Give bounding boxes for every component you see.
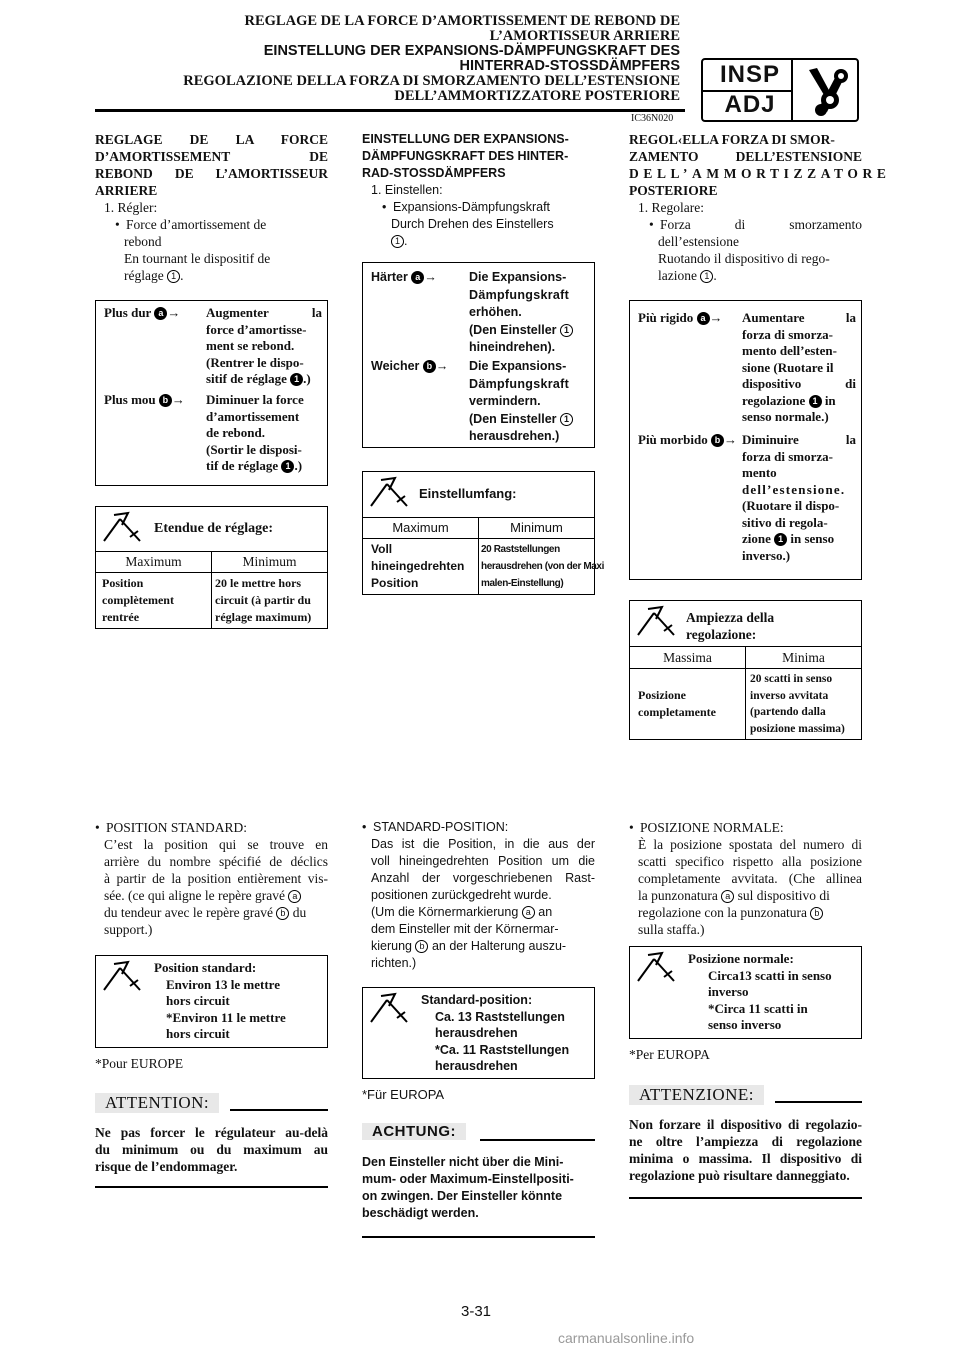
it-step: 1. Regolare: [638,200,704,215]
de-range-title: Einstellumfang: [419,486,517,501]
it-warning-text: Non forzare il dispositivo di regolazio- ne oltre l’ampiezza di regolazione minima o massima. Il dispositivo di regolazione può risultare danneggiato. [629,1117,862,1183]
tool-icon [367,476,411,510]
it-standard-section: • POSIZIONE NORMALE: È la posizione spostata del numero di scatti specifico rispetto alla posizione completamente avvitata. (Che allinea la punzonatura a sul dispositivo di regolazione con la punzonatura b sulla staffa.) [629,820,862,937]
it-range-box: Ampiezza della regolazione: Massima Minima Posizione completamente 20 scatti in senso inverso avvitata (partendo dalla posizione massima) [629,600,862,740]
fr-standard-section: • POSITION STANDARD: C’est la position qui se trouve en arrière du nombre spécifié de déclics à partir de la position entièrement vis- sée. (ce qui aligne le repère gravé a du tendeur avec le repère gravé b du support.) [95,820,328,937]
de-std-box: Standard-position: Ca. 13 Raststellungen herausdrehen *Ca. 11 Raststellungen herausdrehen [362,987,595,1079]
fr-std-box: Position standard: Environ 13 le mettre hors circuit *Environ 11 le mettre hors circuit [95,955,328,1048]
it-softer-label: Più morbido [638,432,708,447]
tool-icon [634,605,678,639]
fr-col-min: Minimum [211,552,327,572]
fr-step: 1. Régler: [104,200,158,215]
header-line-it-2: DELL’AMMORTIZZATORE POSTERIORE [394,88,680,104]
fr-cont-1: rebond [124,234,162,249]
it-bullet: Forza di smorzamento [660,217,862,232]
de-step: 1. Einstellen: [371,183,443,197]
header-line-it-1: REGOLAZIONE DELLA FORZA DI SMORZAMENTO DELL’ESTENSIONE [183,73,680,89]
de-warning-text: Den Einsteller nicht über die Mini- mum- oder Maximum-Einstellpositi- on zwingen. Der Einsteller könnte beschädigt werden. [362,1155,574,1220]
header-line-fr-2: L’AMORTISSEUR ARRIERE [489,28,680,44]
fr-attention-label: ATTENTION: [95,1093,219,1113]
wrench-tools-icon [797,64,855,118]
fr-bullet: Force d’amortissement de [126,217,267,232]
column-fr: REGLAGE DE LA FORCE D’AMORTISSEMENT DE REBOND DE L’AMORTISSEUR ARRIERE 1. Régler: • Force d’amortissement de rebond En tournant le dispositif de réglage 1 . [95,132,328,283]
fr-softer-label: Plus mou [104,392,156,407]
fr-harder-label: Plus dur [104,305,152,320]
fr-cont-3: réglage [124,268,164,283]
de-adjust-box: Härter a → Die Expansions- Dämpfungskraft erhöhen. (Den Einsteller 1 hineindrehen). Weicher b → Die Expansions- Dämpfungskraft vermindern. (Den Einsteller 1 herausdrehen.) [362,262,595,448]
header-line-fr-1: REGLAGE DE LA FORCE D’AMORTISSEMENT DE REBOND DE [244,13,680,29]
it-std-box: Posizione normale: Circa13 scatti in senso inverso *Circa 11 scatti in senso inverso [629,946,862,1039]
badge-adj: ADJ [724,91,776,118]
fr-heading-4: ARRIERE [95,183,158,198]
fr-heading-3: REBOND DE L’AMORTISSEUR [95,166,328,181]
header-line-de-1: EINSTELLUNG DER EXPANSIONS-DÄMPFUNGSKRAFT DES [263,43,680,59]
header-line-de-2: HINTERRAD-STOSSDÄMPFERS [459,58,680,74]
insp-adj-badge [701,58,859,122]
tool-icon [100,511,144,545]
fr-adjust-box: Plus dur a → Augmenter la force d’amortisse- ment se rebond. (Rentrer le dispo- sitif de réglage 1 .) Plus mou b → Diminuer la force d’amortissement de rebond. (Sortir le disposi- tif de réglage 1 .) [95,300,328,486]
badge-insp: INSP [719,61,780,88]
de-attention-label: ACHTUNG: [362,1123,466,1141]
it-attention-label: ATTENZIONE: [629,1085,764,1105]
fr-heading-1: REGLAGE DE LA FORCE [95,132,328,147]
column-de: EINSTELLUNG DER EXPANSIONS- DÄMPFUNGSKRAFT DES HINTER- RAD-STOSSDÄMPFERS 1. Einstellen: • Expansions-Dämpfungskraft Durch Drehen des Einstellers 1 . [362,131,595,250]
de-standard-section: • STANDARD-POSITION: Das ist die Position, in die aus der voll hineingedrehten Position um die Anzahl der vorgeschriebenen Rast- positionen zurückgedreht wurde. (Um die Körnermarkierung a an dem Einsteller mit der Körnermar- kierung b an der Halterung auszu- richten.) [362,820,595,970]
fr-std-title: POSITION STANDARD: [106,820,248,835]
fr-range-box: Etendue de réglage: Maximum Minimum Position complètement rentrée 20 le mettre hors circuit (à partir du réglage maximum) [95,506,328,629]
de-bullet: Expansions-Dämpfungskraft [393,200,551,214]
de-std-title: STANDARD-POSITION: [373,820,509,834]
column-it: REGOL‹ELLA FORZA DI SMOR- ZAMENTO DELL’ESTENSIONE DELL’AMMORTIZZATORE POSTERIORE 1. Regolare: • Forza di smorzamento dell’estensione Ruotando il dispositivo di rego- lazione 1 . [629,132,891,283]
it-range-title: Ampiezza della regolazione: [686,610,775,642]
it-adjust-box: Più rigido a → Aumentare la forza di smorza- mento dell’esten- sione (Ruotare il dispositivo di regolazione 1 in senso normale.) Più morbido b → Diminuire la forza di smorza- mento dell’estensione. (Ruotare il dispo- sitivo di regola- zione 1 in senso inverso.) [629,300,862,580]
tool-icon [367,992,411,1026]
header-titles [40,14,680,104]
de-europe-note: *Für EUROPA [362,1087,445,1102]
tool-icon [634,951,678,985]
fr-col-max: Maximum [125,554,182,569]
de-harder-label: Härter [371,270,408,284]
fr-warning-text: Ne pas forcer le régulateur au-delà du minimum ou du maximum au risque de l’endommager. [95,1125,328,1174]
fr-europe-note: *Pour EUROPE [95,1056,184,1071]
fr-heading-2: D’AMORTISSEMENT DE [95,149,328,164]
it-europe-note: *Per EUROPA [629,1047,710,1062]
section-code: IC36N020 [631,113,674,124]
fr-range-title: Etendue de réglage: [154,521,273,536]
header-rule [95,109,685,112]
it-std-title: POSIZIONE NORMALE: [640,820,784,835]
tool-icon [100,960,144,994]
fr-cont-2: En tournant le dispositif de [124,251,271,266]
watermark-link[interactable]: carmanualsonline.info [558,1330,695,1346]
it-harder-label: Più rigido [638,310,694,325]
de-softer-label: Weicher [371,359,420,373]
de-range-box: Einstellumfang: Maximum Minimum Voll hineingedrehten Position 20 Raststellungen herausdrehen (von der Maxi malen-Einstellung) [362,471,595,595]
page-number: 3-31 [461,1303,492,1320]
